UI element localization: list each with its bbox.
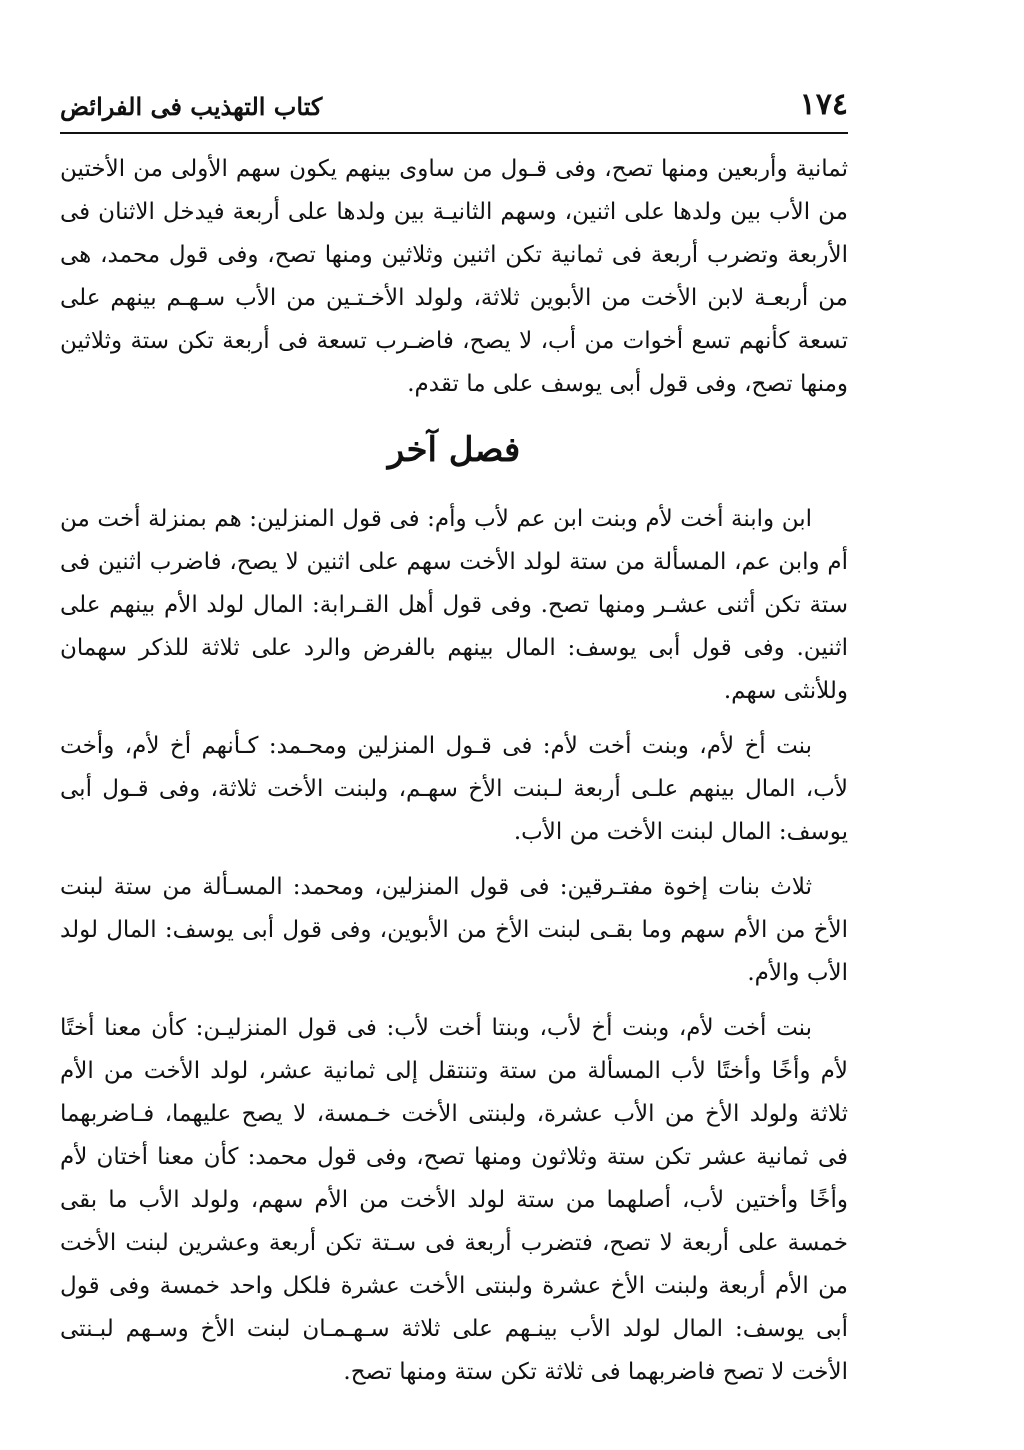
page-header xyxy=(60,86,848,126)
section-title: فصل آخر xyxy=(387,430,521,470)
intro-paragraph: ثمانية وأربعين ومنها تصح، وفى قـول من ساوى بينهم يكون سهم الأولى من الأختين من الأب بين ولدها على اثنين، وسهم الثانيـة بين ولدها على أربعة فيدخل الاثنان فى الأربعة وتضرب أربعة فى ثمانية تكن اثنين وثلاثين ومنها تصح، وفى قول محمد، هى من أربعـة لابن الأخت من الأبوين ثلاثة، ولولد الأخـتـين من الأب سـهـم بينهم على تسعة كأنهم تسع أخوات من أب، لا يصح، فاضـرب تسعة فى أربعة تكن ستة وثلاثين ومنها تصح، وفى قول أبى يوسف على ما تقدم. xyxy=(60,156,848,397)
page-body xyxy=(60,148,848,1394)
paragraph-1: ابن وابنة أخت لأم وبنت ابن عم لأب وأم: فى قول المنزلين: هم بمنزلة أخت من أم وابن عم، المسألة من ستة لولد الأخت سهم على اثنين لا يصح، فاضرب اثنين فى ستة تكن أثنى عشـر ومنها تصح. وفى قول أهل القـرابة: المال لولد الأم بينهم على اثنين. وفى قول أبى يوسف: المال بينهم بالفرض والرد على ثلاثة للذكر سهمان وللأنثى سهم. xyxy=(60,506,848,704)
page-number: ١٧٤ xyxy=(799,87,848,122)
paragraph-4: بنت أخت لأم، وبنت أخ لأب، وبنتا أخت لأب: فى قول المنزليـن: كأن معنا أختًا لأم وأخًا وأختًا لأب المسألة من ستة وتنتقل إلى ثمانية عشر، لولد الأخت من الأم ثلاثة ولولد الأخ من الأب عشرة، ولبنتى الأخت خـمسة، لا يصح عليهما، فـاضربهما فى ثمانية عشر تكن ستة وثلاثون ومنها تصح، وفى قول محمد: كأن معنا أختان لأم وأخًا وأختين لأب، أصلهما من ستة لولد الأخت من الأم سهم، ولولد الأب ما بقى خمسة على أربعة لا تصح، فتضرب أربعة فى سـتة تكن أربعة وعشرين لبنت الأخت من الأم أربعة ولبنت الأخ عشرة ولبنتى الأخت عشرة فلكل واحد خمسة وفى قول أبى يوسف: المال لولد الأب بينـهم على ثلاثة سـهـمـان لبنت الأخ وسـهم لبـنتى الأخت لا تصح فاضربهما فى ثلاثة تكن ستة ومنها تصح. xyxy=(60,1015,848,1385)
header-rule xyxy=(60,132,848,134)
paragraph-2: بنت أخ لأم، وبنت أخت لأم: فى قـول المنزلين ومحـمد: كـأنهم أخ لأم، وأخت لأب، المال بينهم علـى أربعة لـبنت الأخ سهـم، ولبنت الأخت ثلاثة، وفى قـول أبى يوسف: المال لبنت الأخت من الأب. xyxy=(60,733,848,845)
paragraph-3: ثلاث بنات إخوة مفتـرقين: فى قول المنزلين، ومحمد: المسـألة من ستة لبنت الأخ من الأم سهم وما بقـى لبنت الأخ من الأبوين، وفى قول أبى يوسف: المال لولد الأب والأم. xyxy=(60,874,848,986)
running-title: كتاب التهذيب فى الفرائض xyxy=(60,92,323,121)
